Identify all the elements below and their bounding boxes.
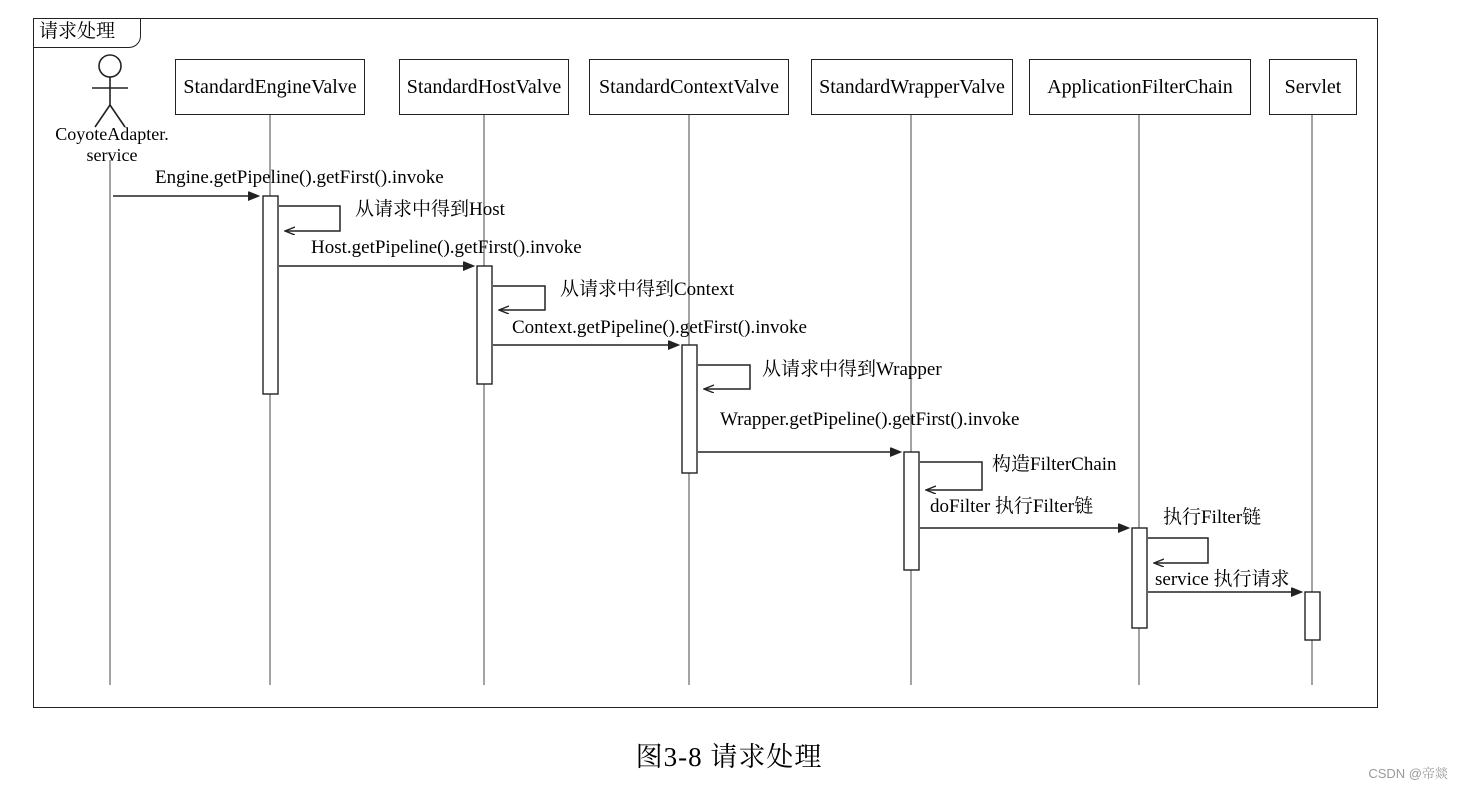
activation-engine [263, 196, 278, 394]
lifeline-head-wrapper[interactable] [811, 59, 1013, 115]
message-label-m7: Wrapper.getPipeline().getFirst().invoke [720, 409, 1020, 430]
activation-context [682, 345, 697, 473]
figure-caption: 图3-8 请求处理 [635, 742, 823, 772]
arrow-m4-self [493, 286, 545, 310]
actor-label-line2: service [86, 145, 138, 165]
activation-servlet [1305, 592, 1320, 640]
lifeline-head-host[interactable] [399, 59, 569, 115]
message-label-m4: 从请求中得到Context [560, 279, 735, 300]
lifeline-label: Servlet [1284, 75, 1342, 98]
message-label-m6: 从请求中得到Wrapper [762, 359, 942, 380]
lifeline-label: ApplicationFilterChain [1047, 75, 1233, 98]
arrow-m6-self [698, 365, 750, 389]
message-label-m2: 从请求中得到Host [355, 199, 505, 220]
arrow-m10-self [1148, 538, 1208, 563]
message-label-m3: Host.getPipeline().getFirst().invoke [311, 237, 582, 258]
lifeline-head-context[interactable] [589, 59, 789, 115]
actor-icon [92, 55, 128, 127]
activation-filterchain [1132, 528, 1147, 628]
message-label-m10: 执行Filter链 [1163, 507, 1262, 528]
arrow-m8-self [920, 462, 982, 490]
activation-wrapper [904, 452, 919, 570]
arrow-m2-self [279, 206, 340, 231]
lifeline-head-filterchain[interactable] [1029, 59, 1251, 115]
lifeline-head-engine[interactable] [175, 59, 365, 115]
frame-label: 请求处理 [33, 18, 141, 48]
lifeline-head-servlet[interactable] [1269, 59, 1357, 115]
actor-label-line1: CoyoteAdapter. [55, 124, 169, 144]
lifeline-label: StandardContextValve [599, 75, 779, 98]
message-label-m11: service 执行请求 [1155, 569, 1290, 590]
message-label-m9: doFilter 执行Filter链 [930, 496, 1094, 517]
message-label-m1: Engine.getPipeline().getFirst().invoke [155, 167, 444, 188]
watermark: CSDN @帝燚 [1368, 766, 1448, 781]
lifeline-label: StandardHostValve [406, 75, 562, 98]
lifeline-label: StandardWrapperValve [819, 75, 1005, 98]
activation-host [477, 266, 492, 384]
lifeline-label: StandardEngineValve [183, 75, 357, 98]
message-label-m8: 构造FilterChain [992, 454, 1117, 475]
message-label-m5: Context.getPipeline().getFirst().invoke [512, 317, 807, 338]
